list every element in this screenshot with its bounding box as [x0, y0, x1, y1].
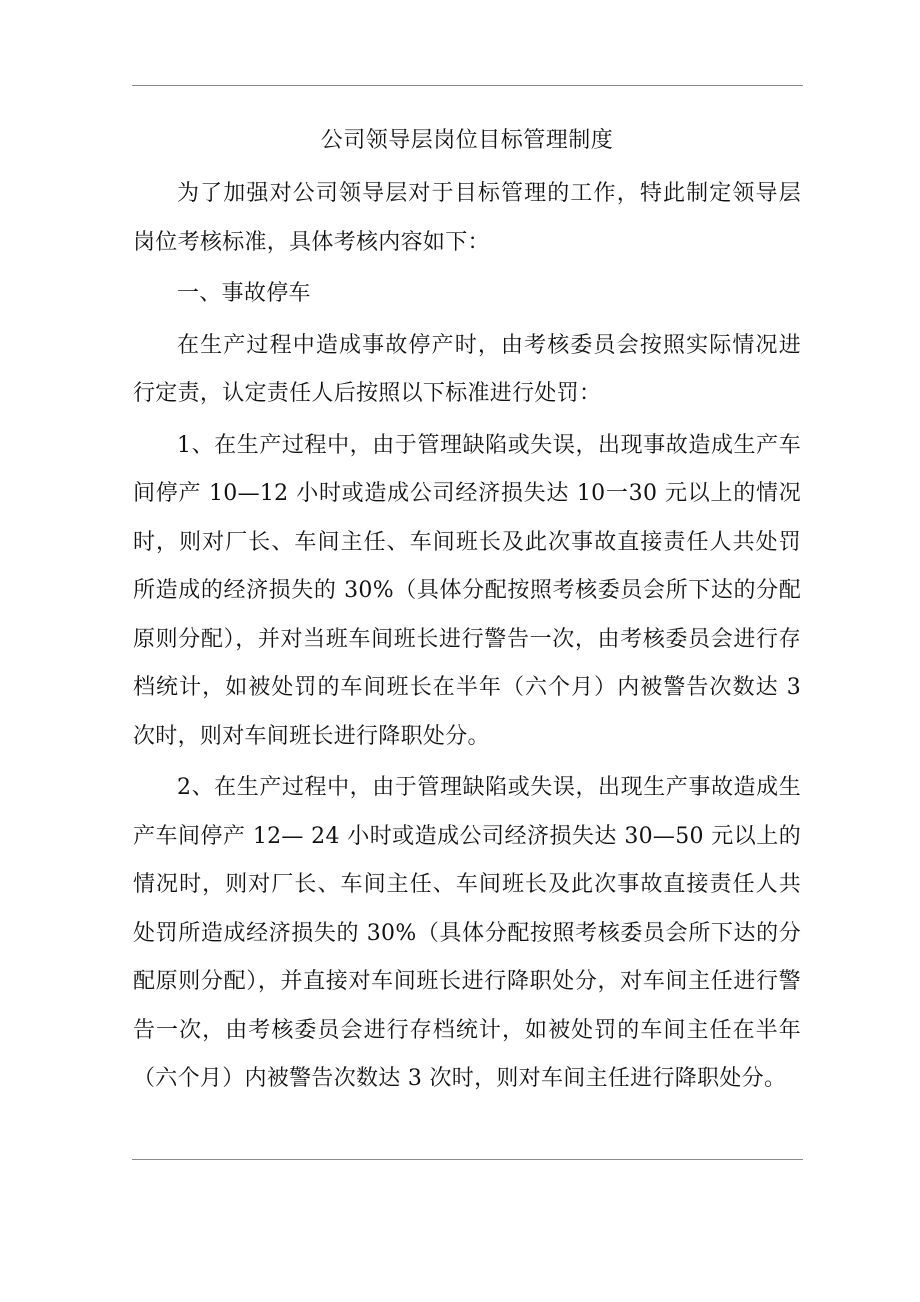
document-body — [133, 124, 801, 1104]
rule-item-1: 1、在生产过程中，由于管理缺陷或失误，出现事故造成生产车间停产 10—12 小时或造成公司经济损失达 10一30 元以上的情况时，则对厂长、车间主任、车间班长及此次事故直接责任人共处罚所造成的经济损失的 30%（具体分配按照考核委员会所下达的分配原则分配），并对当班车间班长进行警告一次，由考核委员会进行存档统计，如被处罚的车间班长在半年（六个月）内被警告次数达 3 次时，则对车间班长进行降职处分。 — [133, 432, 801, 749]
document-title: 公司领导层岗位目标管理制度 — [320, 128, 614, 153]
section-intro-paragraph: 在生产过程中造成事故停产时，由考核委员会按照实际情况进行定责，认定责任人后按照以下标准进行处罚： — [133, 332, 801, 406]
section-heading: 一、事故停车 — [177, 281, 311, 306]
intro-paragraph: 为了加强对公司领导层对于目标管理的工作，特此制定领导层岗位考核标准，具体考核内容如下： — [133, 181, 801, 255]
rule-item-2: 2、在生产过程中，由于管理缺陷或失误，出现生产事故造成生产车间停产 12— 24 小时或造成公司经济损失达 30—50 元以上的情况时，则对厂长、车间主任、车间班长及此次事故直接责任人共处罚所造成经济损失的 30%（具体分配按照考核委员会所下达的分配原则分配），并直接对车间班长进行降职处分，对车间主任进行警告一次，由考核委员会进行存档统计，如被处罚的车间主任在半年（六个月）内被警告次数达 3 次时，则对车间主任进行降职处分。 — [133, 775, 801, 1091]
footer-rule — [132, 1159, 803, 1160]
header-rule — [132, 85, 803, 86]
